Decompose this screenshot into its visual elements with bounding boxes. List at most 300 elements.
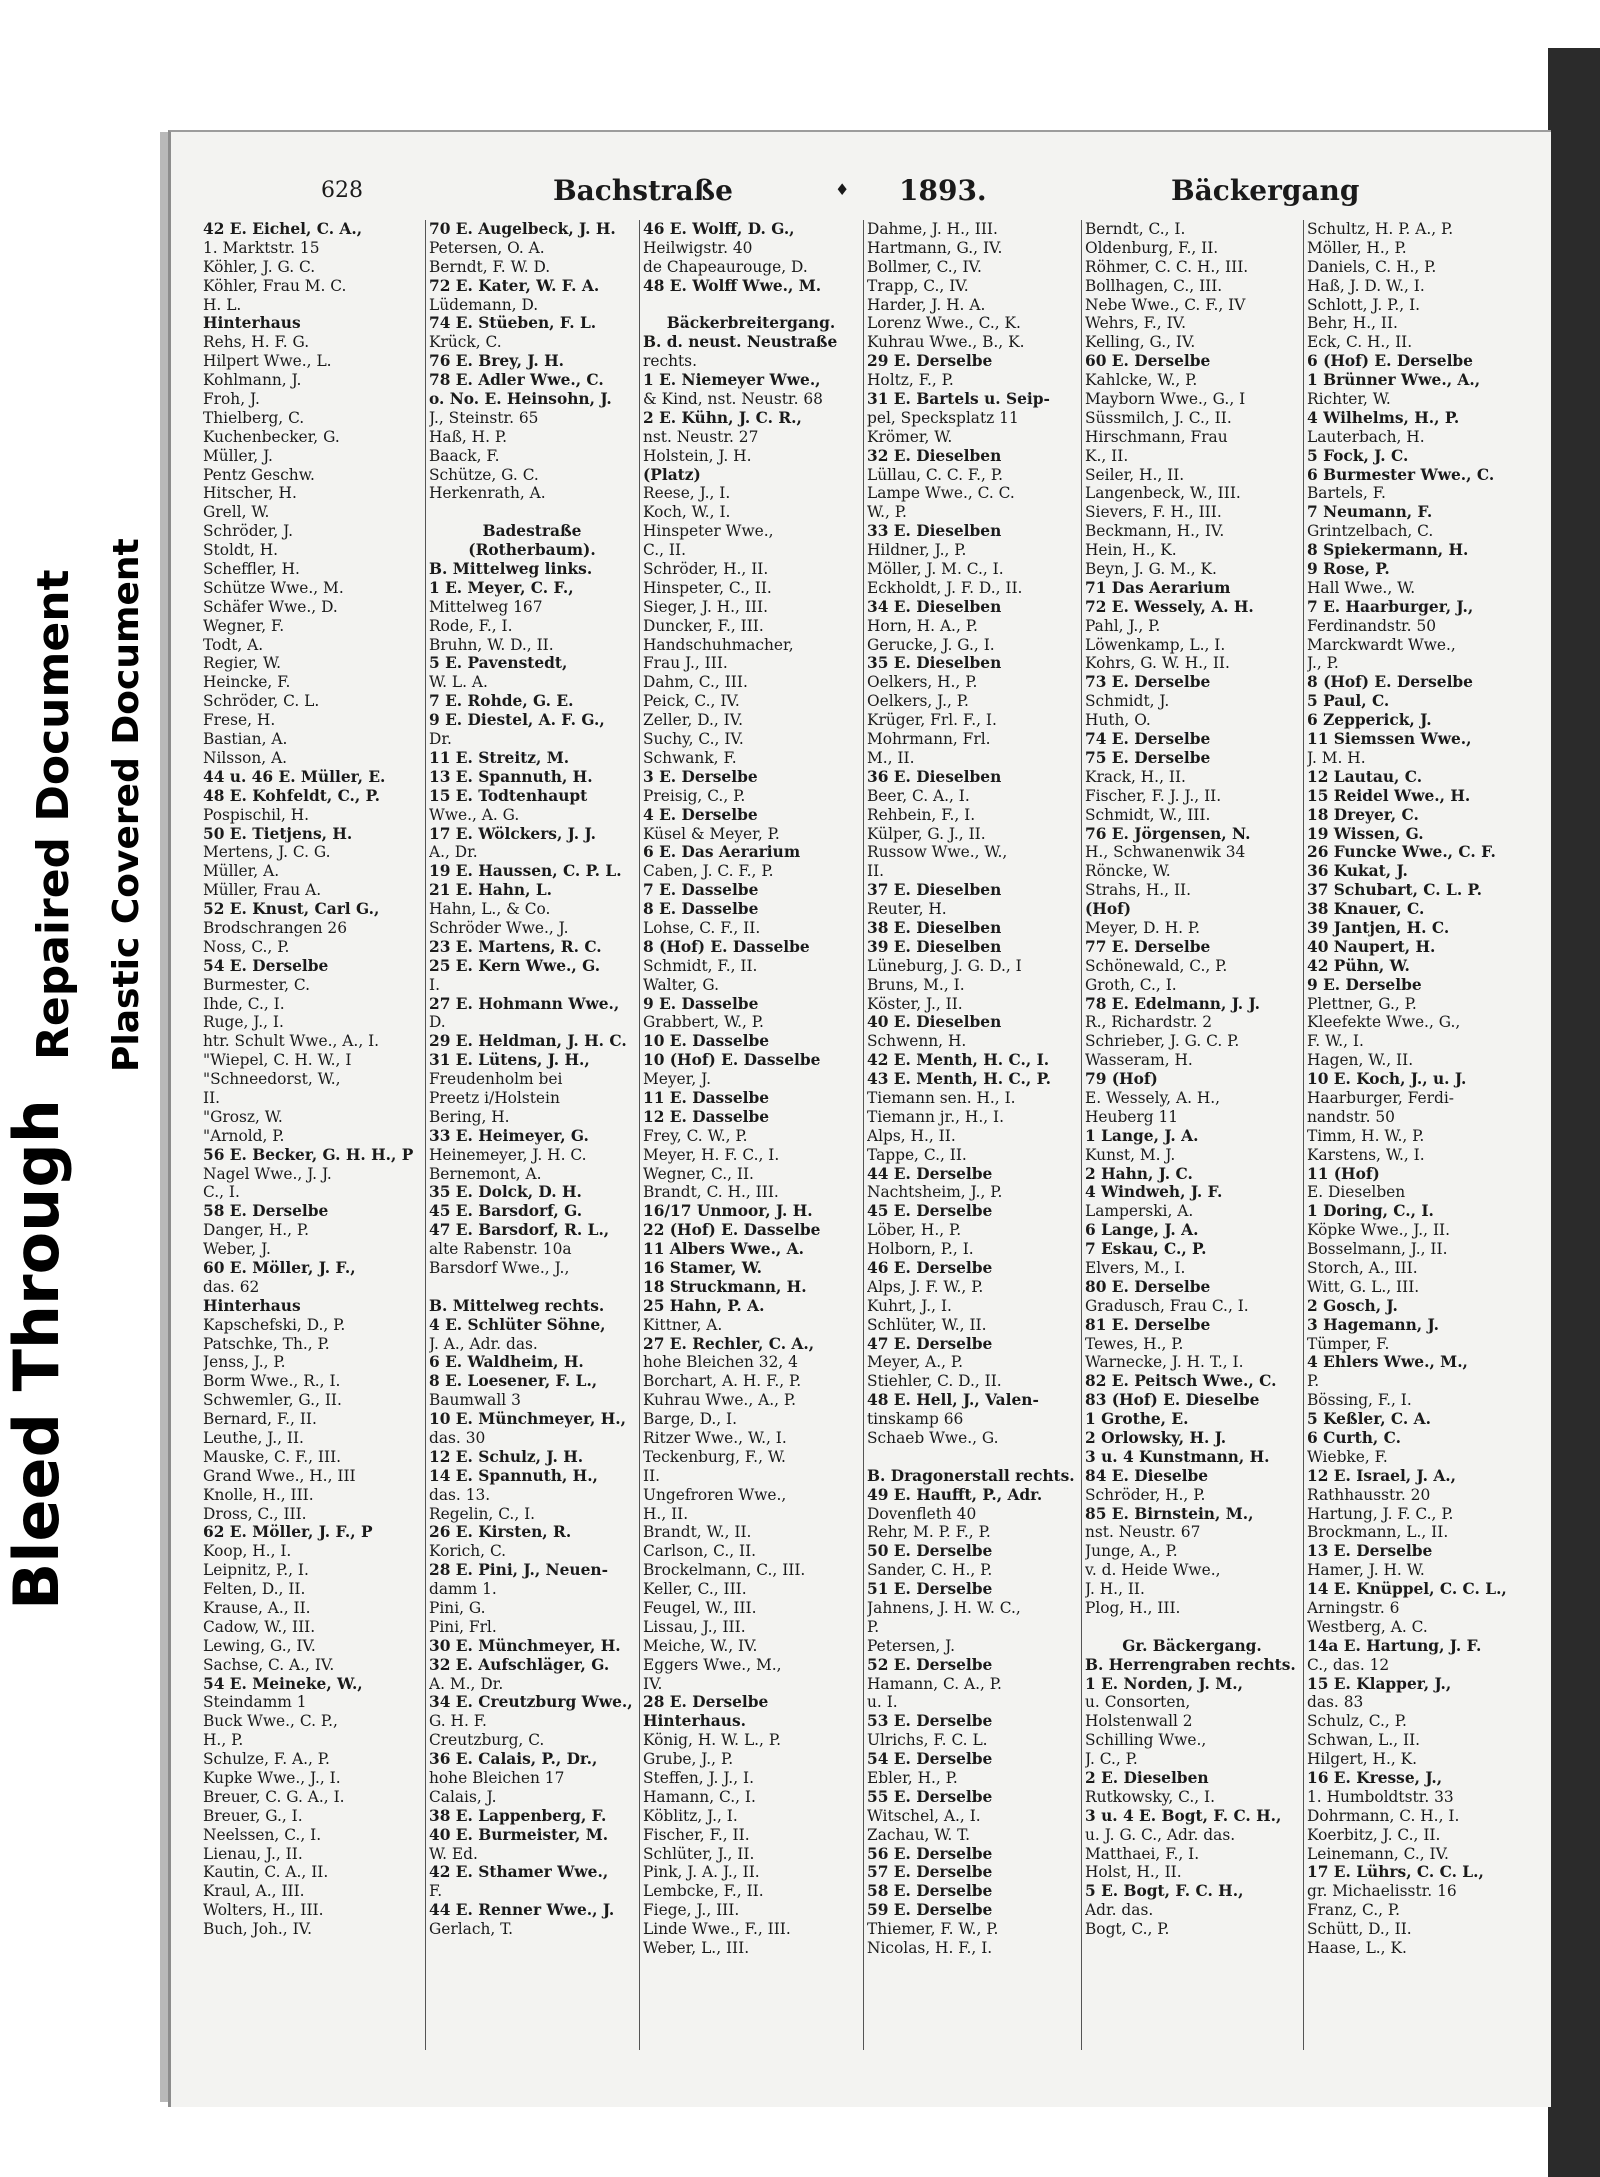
directory-entry: Frey, C. W., P. [643,1126,748,1145]
directory-entry: Röncke, W. [1085,862,1171,881]
directory-entry: Hilpert Wwe., L. [203,352,332,371]
directory-entry: Kleefekte Wwe., G., [1307,1013,1461,1032]
directory-entry: Bäckerbreitergang. [666,314,836,333]
directory-entry: Krüger, Frl. F., I. [867,711,997,730]
directory-entry: 46 E. Derselbe [867,1258,993,1277]
directory-entry: Schröder Wwe., J. [429,918,569,937]
column-rule [1081,220,1082,2050]
directory-entry: 5 Keßler, C. A. [1307,1410,1431,1429]
directory-entry: 60 E. Möller, J. F., [203,1258,356,1277]
directory-entry: W., P. [867,503,907,522]
directory-entry: Schlüter, J., II. [643,1844,755,1863]
directory-entry: 74 E. Derselbe [1085,730,1211,749]
directory-entry: Krack, H., II. [1085,767,1186,786]
directory-entry: Preetz i/Holstein [429,1088,560,1107]
directory-entry: 11 E. Streitz, M. [429,748,570,767]
directory-entry: Langenbeck, W., III. [1085,484,1241,503]
directory-entry: Handschuhmacher, [643,635,794,654]
directory-entry: Teckenburg, F., W. [643,1447,786,1466]
directory-entry: Bartels, F. [1307,484,1386,503]
directory-entry: Brodschrangen 26 [203,918,348,937]
directory-entry: Schaeb Wwe., G. [867,1429,999,1447]
directory-entry: F. W., I. [1307,1032,1364,1051]
directory-entry: Bering, H. [429,1107,510,1126]
directory-entry: Schrieber, J. G. C. P. [1085,1032,1240,1051]
directory-entry: nandstr. 50 [1307,1107,1395,1126]
directory-entry: 54 E. Derselbe [203,956,329,975]
directory-entry: 19 E. Haussen, C. P. L. [429,862,622,881]
directory-entry: Freudenholm bei [429,1070,563,1089]
directory-entry: Rutkowsky, C., I. [1085,1787,1215,1806]
directory-entry: 6 Burmester Wwe., C. [1307,465,1495,484]
directory-entry: 13 E. Spannuth, H. [429,767,593,786]
directory-entry: 59 E. Derselbe [867,1901,993,1920]
directory-entry: Koch, W., I. [643,503,731,522]
directory-entry: 52 E. Derselbe [867,1655,993,1674]
directory-entry: Marckwardt Wwe., [1307,635,1456,654]
directory-entry: 33 E. Dieselben [867,522,1002,541]
directory-entry: 6 E. Waldheim, H. [429,1353,584,1372]
directory-entry: Breuer, C. G. A., I. [203,1787,345,1806]
directory-entry: 29 E. Heldman, J. H. C. [429,1032,627,1051]
directory-entry: Baack, F. [429,446,500,465]
directory-entry: 21 E. Hahn, L. [429,881,553,900]
running-head-left: Bachstraße [553,174,733,207]
directory-entry: H., Schwanenwik 34 [1085,843,1246,862]
directory-entry: Alps, H., II. [867,1126,956,1145]
directory-entry: 40 Naupert, H. [1307,937,1436,956]
column-rule [1303,220,1304,2050]
directory-entry: 37 Schubart, C. L. P. [1307,881,1482,900]
directory-entry: 28 E. Derselbe [643,1693,769,1712]
directory-entry: Brandt, W., II. [643,1523,752,1542]
directory-entry: 15 Reidel Wwe., H. [1307,786,1471,805]
directory-entry: A. M., Dr. [429,1674,504,1693]
column-6 [1307,220,1521,2090]
directory-entry: Holborn, P., I. [867,1240,974,1259]
directory-entry: Wolters, H., III. [203,1901,324,1920]
directory-entry: 13 E. Derselbe [1307,1542,1433,1561]
directory-entry: Hinspeter Wwe., [643,522,774,541]
directory-entry: Grube, J., P. [643,1750,734,1769]
directory-entry: Bössing, F., I. [1307,1391,1412,1410]
directory-entry: Preisig, C., P. [643,786,746,805]
directory-entry: B. d. neust. Neustraße [643,333,838,352]
directory-entry: Petersen, O. A. [429,238,545,257]
directory-entry: 27 E. Hohmann Wwe., [429,994,620,1013]
directory-entry: 7 E. Dasselbe [643,881,759,900]
directory-entry [1085,1618,1299,1637]
directory-entry: G. H. F. [429,1712,487,1731]
directory-entry: Huth, O. [1085,711,1151,730]
directory-entry: Tiemann jr., H., I. [867,1107,1004,1126]
directory-entry: Witt, G. L., III. [1307,1277,1420,1296]
directory-entry: Regier, W. [203,654,282,673]
directory-entry: Ihde, C., I. [203,994,285,1013]
directory-entry: 76 E. Brey, J. H. [429,352,565,371]
directory-entry: 15 E. Todtenhaupt [429,786,588,805]
directory-entry: Heincke, F. [203,673,291,692]
directory-entry: 1. Marktstr. 15 [203,238,320,257]
directory-entry: 84 E. Dieselbe [1085,1466,1209,1485]
directory-entry: Berndt, F. W. D. [429,257,551,276]
running-head-year: 1893. [899,174,987,207]
label-plastic-covered-document: Plastic Covered Document [104,530,149,1080]
directory-entry: 37 E. Dieselben [867,881,1002,900]
directory-entry: Holstein, J. H. [643,446,752,465]
directory-entry: Haarburger, Ferdi- [1307,1088,1454,1107]
directory-entry: Hall Wwe., W. [1307,578,1416,597]
directory-entry: Duncker, F., III. [643,616,764,635]
directory-entry: Carlson, C., II. [643,1542,757,1561]
directory-entry: Schröder, H., II. [643,560,769,579]
directory-entry: Schütze, G. C. [429,465,539,484]
directory-entry: Westberg, A. C. [1307,1617,1428,1636]
annotation-labels [0,540,168,1720]
directory-entry: Mohrmann, Frl. [867,730,991,749]
directory-entry: 9 Rose, P. [1307,560,1390,579]
directory-entry: B. Herrengraben rechts. [1085,1655,1296,1674]
column-2 [429,220,635,2090]
directory-entry: 45 E. Derselbe [867,1202,993,1221]
directory-entry: Wehrs, F., IV. [1085,314,1186,333]
directory-entry: 7 E. Haarburger, J., [1307,597,1474,616]
directory-entry: 80 E. Derselbe [1085,1277,1211,1296]
directory-entry: Haase, L., K. [1307,1939,1407,1958]
directory-entry: Russow Wwe., W., [867,843,1008,862]
directory-entry: 25 Hahn, P. A. [643,1296,765,1315]
directory-entry: nst. Neustr. 67 [1085,1523,1201,1542]
directory-entry: Löber, H., P. [867,1221,962,1240]
directory-entry: 16/17 Unmoor, J. H. [643,1202,813,1221]
directory-columns [203,220,1523,2090]
directory-entry: Baumwall 3 [429,1391,521,1410]
directory-entry: Pink, J. A. J., II. [643,1863,760,1882]
directory-entry: C., das. 12 [1307,1655,1390,1674]
directory-entry [643,296,859,315]
directory-entry: 3 u. 4 E. Bogt, F. C. H., [1085,1806,1282,1825]
directory-entry: 38 Knauer, C. [1307,900,1425,919]
directory-entry: Beer, C. A., I. [867,786,970,805]
directory-entry: Heilwigstr. 40 [643,238,753,257]
directory-entry: J., P. [1307,654,1339,673]
directory-entry: u. Consorten, [1085,1693,1191,1712]
directory-entry: Arningstr. 6 [1307,1599,1400,1618]
directory-entry: Kapschefski, D., P. [203,1315,346,1334]
directory-entry: Schilling Wwe., [1085,1731,1207,1750]
directory-entry: 18 Struckmann, H. [643,1277,807,1296]
directory-entry: Möller, J. M. C., I. [867,560,1004,579]
directory-entry: A., Dr. [429,843,478,862]
directory-entry: 51 E. Derselbe [867,1580,993,1599]
directory-entry: 6 Curth, C. [1307,1429,1401,1447]
directory-entry: Bosselmann, J., II. [1307,1240,1448,1259]
directory-entry: B. Mittelweg links. [429,560,593,579]
directory-entry: Hinterhaus. [643,1712,746,1731]
directory-entry: Lampe Wwe., C. C. [867,484,1015,503]
directory-entry: Krück, C. [429,333,502,352]
directory-entry: Brandt, C. H., III. [643,1183,779,1202]
directory-entry: Holtz, F., P. [867,371,954,390]
scanner-background-edge [1548,48,1600,2177]
directory-entry: 48 E. Hell, J., Valen- [867,1391,1039,1410]
directory-entry: Knolle, H., III. [203,1485,314,1504]
directory-entry: 32 E. Aufschläger, G. [429,1655,610,1674]
directory-entry: 42 E. Menth, H. C., I. [867,1051,1050,1070]
directory-entry: M., II. [867,748,915,767]
directory-entry: 17 E. Wölckers, J. J. [429,824,596,843]
directory-entry: Bernard, F., II. [203,1410,317,1429]
directory-entry: W. Ed. [429,1844,478,1863]
directory-entry: 40 E. Dieselben [867,1013,1002,1032]
directory-entry: R., Richardstr. 2 [1085,1013,1213,1032]
directory-entry: Pini, G. [429,1599,486,1618]
directory-entry: Fischer, F. J. J., II. [1085,786,1222,805]
directory-entry: 31 E. Bartels u. Seip- [867,390,1050,409]
directory-entry: 3 E. Derselbe [643,767,758,786]
directory-entry: 50 E. Tietjens, H. [203,824,353,843]
directory-entry [429,1278,635,1297]
directory-entry: Schröder, J. [203,522,293,541]
directory-entry: 28 E. Pini, J., Neuen- [429,1561,608,1580]
directory-entry: C., I. [203,1183,240,1202]
directory-entry: 8 E. Loesener, F. L., [429,1372,598,1391]
directory-entry: Linde Wwe., F., III. [643,1920,791,1939]
directory-entry: Heinemeyer, J. H. C. [429,1145,587,1164]
directory-entry: 7 Eskau, C., P. [1085,1240,1207,1259]
directory-entry: Bollmer, C., IV. [867,257,982,276]
directory-entry: 8 Spiekermann, H. [1307,541,1469,560]
directory-entry: Kautin, C. A., II. [203,1863,329,1882]
directory-entry: Hildner, J., P. [867,541,967,560]
directory-entry: Tappe, C., II. [867,1145,967,1164]
directory-entry: Nilsson, A. [203,748,288,767]
directory-entry: Rathhausstr. 20 [1307,1485,1431,1504]
directory-entry: Frau J., III. [643,654,728,673]
directory-entry: H., P. [203,1731,244,1750]
directory-entry: 6 E. Das Aerarium [643,843,801,862]
directory-entry: Patschke, Th., P. [203,1334,330,1353]
directory-entry: 4 E. Schlüter Söhne, [429,1315,606,1334]
directory-entry: 29 E. Derselbe [867,352,993,371]
directory-entry: 55 E. Derselbe [867,1787,993,1806]
directory-entry: Walter, G. [643,975,719,994]
directory-entry: Beyn, J. G. M., K. [1085,560,1217,579]
directory-entry: Hinterhaus [203,314,301,333]
directory-entry: 48 E. Kohfeldt, C., P. [203,786,380,805]
column-1 [203,220,421,2090]
directory-entry: J. C., P. [1085,1750,1138,1769]
directory-entry: Lüdemann, D. [429,295,539,314]
directory-entry: Hirschmann, Frau [1085,427,1228,446]
directory-entry: 31 E. Lütens, J. H., [429,1051,590,1070]
directory-entry: Caben, J. C. F., P. [643,862,774,881]
directory-entry: Bernemont, A. [429,1164,542,1183]
directory-entry: 15 E. Klapper, J., [1307,1674,1452,1693]
directory-entry: E. Wessely, A. H., [1085,1088,1221,1107]
directory-entry: Nagel Wwe., J. J. [203,1164,332,1183]
directory-entry: Rehs, H. F. G. [203,333,310,352]
directory-entry: Wwe., A. G. [429,805,520,824]
directory-entry: 7 Neumann, F. [1307,503,1433,522]
directory-entry: 10 E. Münchmeyer, H., [429,1410,626,1429]
directory-entry: Kohrs, G. W. H., II. [1085,654,1230,673]
directory-entry: 2 Hahn, J. C. [1085,1164,1193,1183]
directory-entry: (Platz) [643,465,701,484]
directory-entry: 38 E. Dieselben [867,918,1002,937]
directory-entry: 48 E. Wolff Wwe., M. [643,276,822,295]
directory-entry: Sachse, C. A., IV. [203,1655,335,1674]
directory-entry: Todt, A. [203,635,264,654]
directory-entry: 56 E. Derselbe [867,1844,993,1863]
directory-entry: 53 E. Derselbe [867,1712,993,1731]
directory-entry: B. Mittelweg rechts. [429,1296,605,1315]
directory-entry: 23 E. Martens, R. C. [429,937,602,956]
directory-entry: 1 E. Niemeyer Wwe., [643,371,821,390]
directory-entry: Alps, J. F. W., P. [867,1277,984,1296]
directory-entry: Köblitz, J., I. [643,1806,738,1825]
directory-entry: C., II. [643,541,686,560]
directory-entry: 42 Pühn, W. [1307,956,1410,975]
directory-entry: Brockmann, L., II. [1307,1523,1449,1542]
directory-entry: 6 (Hof) E. Derselbe [1307,352,1473,371]
directory-entry: das. 83 [1307,1693,1364,1712]
directory-entry: 42 E. Sthamer Wwe., [429,1863,609,1882]
directory-entry: F. [429,1882,443,1901]
directory-entry: Schlott, J. P., I. [1307,295,1421,314]
directory-entry: Oldenburg, F., II. [1085,238,1219,257]
directory-entry: Schütze Wwe., M. [203,578,344,597]
directory-entry: 9 E. Diestel, A. F. G., [429,711,605,730]
directory-entry: Sieger, J. H., III. [643,597,768,616]
directory-entry: 56 E. Becker, G. H. H., P [203,1145,414,1164]
directory-entry: & Kind, nst. Neustr. 68 [643,390,823,409]
directory-entry: 1 E. Norden, J. M., [1085,1674,1243,1693]
directory-entry: das. 62 [203,1277,260,1296]
directory-entry: Sievers, F. H., III. [1085,503,1222,522]
directory-entry: Schütt, D., II. [1307,1920,1412,1939]
directory-entry: 14a E. Hartung, J. F. [1307,1636,1482,1655]
directory-entry: Meyer, A., P. [867,1353,964,1372]
directory-entry: Badestraße [482,522,582,541]
directory-entry: J. M. H. [1307,748,1366,767]
directory-entry: Witschel, A., I. [867,1806,981,1825]
directory-entry: u. J. G. C., Adr. das. [1085,1825,1236,1844]
directory-entry: "Wiepel, C. H. W., I [203,1051,352,1070]
directory-entry: 4 Windweh, J. F. [1085,1183,1223,1202]
directory-entry: 54 E. Derselbe [867,1750,993,1769]
directory-entry: 8 E. Dasselbe [643,900,759,919]
label-bleed-through: Bleed Through [0,1099,73,1610]
directory-entry: 11 E. Dasselbe [643,1088,770,1107]
directory-entry: Lissau, J., III. [643,1617,746,1636]
directory-entry: Lohse, C. F., II. [643,918,761,937]
directory-entry: Stoldt, H. [203,541,279,560]
directory-entry: 39 E. Dieselben [867,937,1002,956]
directory-entry: Korich, C. [429,1542,507,1561]
directory-entry: Pini, Frl. [429,1617,497,1636]
directory-entry: 72 E. Wessely, A. H. [1085,597,1254,616]
directory-entry: Beckmann, H., IV. [1085,522,1225,541]
directory-entry: Ferdinandstr. 50 [1307,616,1437,635]
directory-entry: 11 Siemssen Wwe., [1307,730,1472,749]
directory-entry: 49 E. Haufft, P., Adr. [867,1485,1043,1504]
directory-entry: Brockelmann, C., III. [643,1561,806,1580]
directory-entry: Meiche, W., IV. [643,1636,758,1655]
directory-entry: Thiemer, F. W., P. [867,1920,999,1939]
directory-entry: Hamer, J. H. W. [1307,1561,1425,1580]
directory-entry: Krause, A., II. [203,1599,311,1618]
directory-entry: htr. Schult Wwe., A., I. [203,1032,380,1051]
directory-entry: Ebler, H., P. [867,1769,958,1788]
column-3 [643,220,859,2090]
directory-entry: H. L. [203,295,242,314]
directory-entry: 81 E. Derselbe [1085,1315,1211,1334]
directory-entry: Steindamm 1 [203,1693,307,1712]
directory-entry: Burmester, C. [203,975,311,994]
directory-entry: 34 E. Dieselben [867,597,1002,616]
directory-entry: Lüllau, C. C. F., P. [867,465,1003,484]
directory-entry: 30 E. Münchmeyer, H. [429,1636,621,1655]
directory-entry: Plettner, G., P. [1307,994,1417,1013]
directory-entry: Plog, H., III. [1085,1599,1181,1618]
directory-entry: Noss, C., P. [203,937,290,956]
directory-entry: rechts. [643,352,697,371]
directory-entry: Felten, D., II. [203,1580,306,1599]
directory-entry: 72 E. Kater, W. F. A. [429,276,600,295]
directory-entry: 12 E. Dasselbe [643,1107,770,1126]
directory-entry: Rehbein, F., I. [867,805,976,824]
directory-entry: Borchart, A. H. F., P. [643,1372,802,1391]
directory-entry: Neelssen, C., I. [203,1825,322,1844]
directory-entry: 3 Hagemann, J. [1307,1315,1439,1334]
directory-entry: Buck Wwe., C. P., [203,1712,338,1731]
directory-entry: Schwemler, G., II. [203,1391,342,1410]
directory-entry: Daniels, C. H., P. [1307,257,1437,276]
directory-entry: 45 E. Barsdorf, G. [429,1202,583,1221]
directory-entry: Kelling, G., IV. [1085,333,1196,352]
directory-entry: Kupke Wwe., J., I. [203,1769,341,1788]
directory-entry: Schulz, C., P. [1307,1712,1407,1731]
directory-entry: J. A., Adr. das. [429,1334,538,1353]
directory-entry: Froh, J. [203,390,260,409]
directory-entry: Wiebke, F. [1307,1447,1388,1466]
directory-entry: Kuchenbecker, G. [203,427,340,446]
directory-entry: Schwank, F. [643,748,737,767]
directory-entry: hohe Bleichen 17 [429,1769,565,1788]
directory-entry: Eggers Wwe., M., [643,1655,782,1674]
directory-entry: Kunst, M. J. [1085,1145,1176,1164]
directory-entry: Frese, H. [203,711,276,730]
directory-entry: 25 E. Kern Wwe., G. [429,956,601,975]
directory-entry: 1 Doring, C., I. [1307,1202,1434,1221]
directory-entry: Borm Wwe., R., I. [203,1372,341,1391]
directory-entry: Weber, L., III. [643,1939,750,1958]
directory-entry: Schwan, L., II. [1307,1731,1421,1750]
directory-entry: Dr. [429,730,452,749]
directory-entry: alte Rabenstr. 10a [429,1240,572,1259]
directory-entry: 14 E. Spannuth, H., [429,1466,598,1485]
directory-entry: 77 E. Derselbe [1085,937,1211,956]
directory-entry: Grell, W. [203,503,270,522]
directory-entry: Schmidt, J. [1085,692,1170,711]
directory-entry: 9 E. Derselbe [1307,975,1422,994]
directory-entry: 52 E. Knust, Carl G., [203,900,380,919]
directory-entry: 19 Wissen, G. [1307,824,1424,843]
directory-entry: W. L. A. [429,673,488,692]
directory-entry: 16 E. Kresse, J., [1307,1769,1443,1788]
directory-entry: Steffen, J. J., I. [643,1769,754,1788]
